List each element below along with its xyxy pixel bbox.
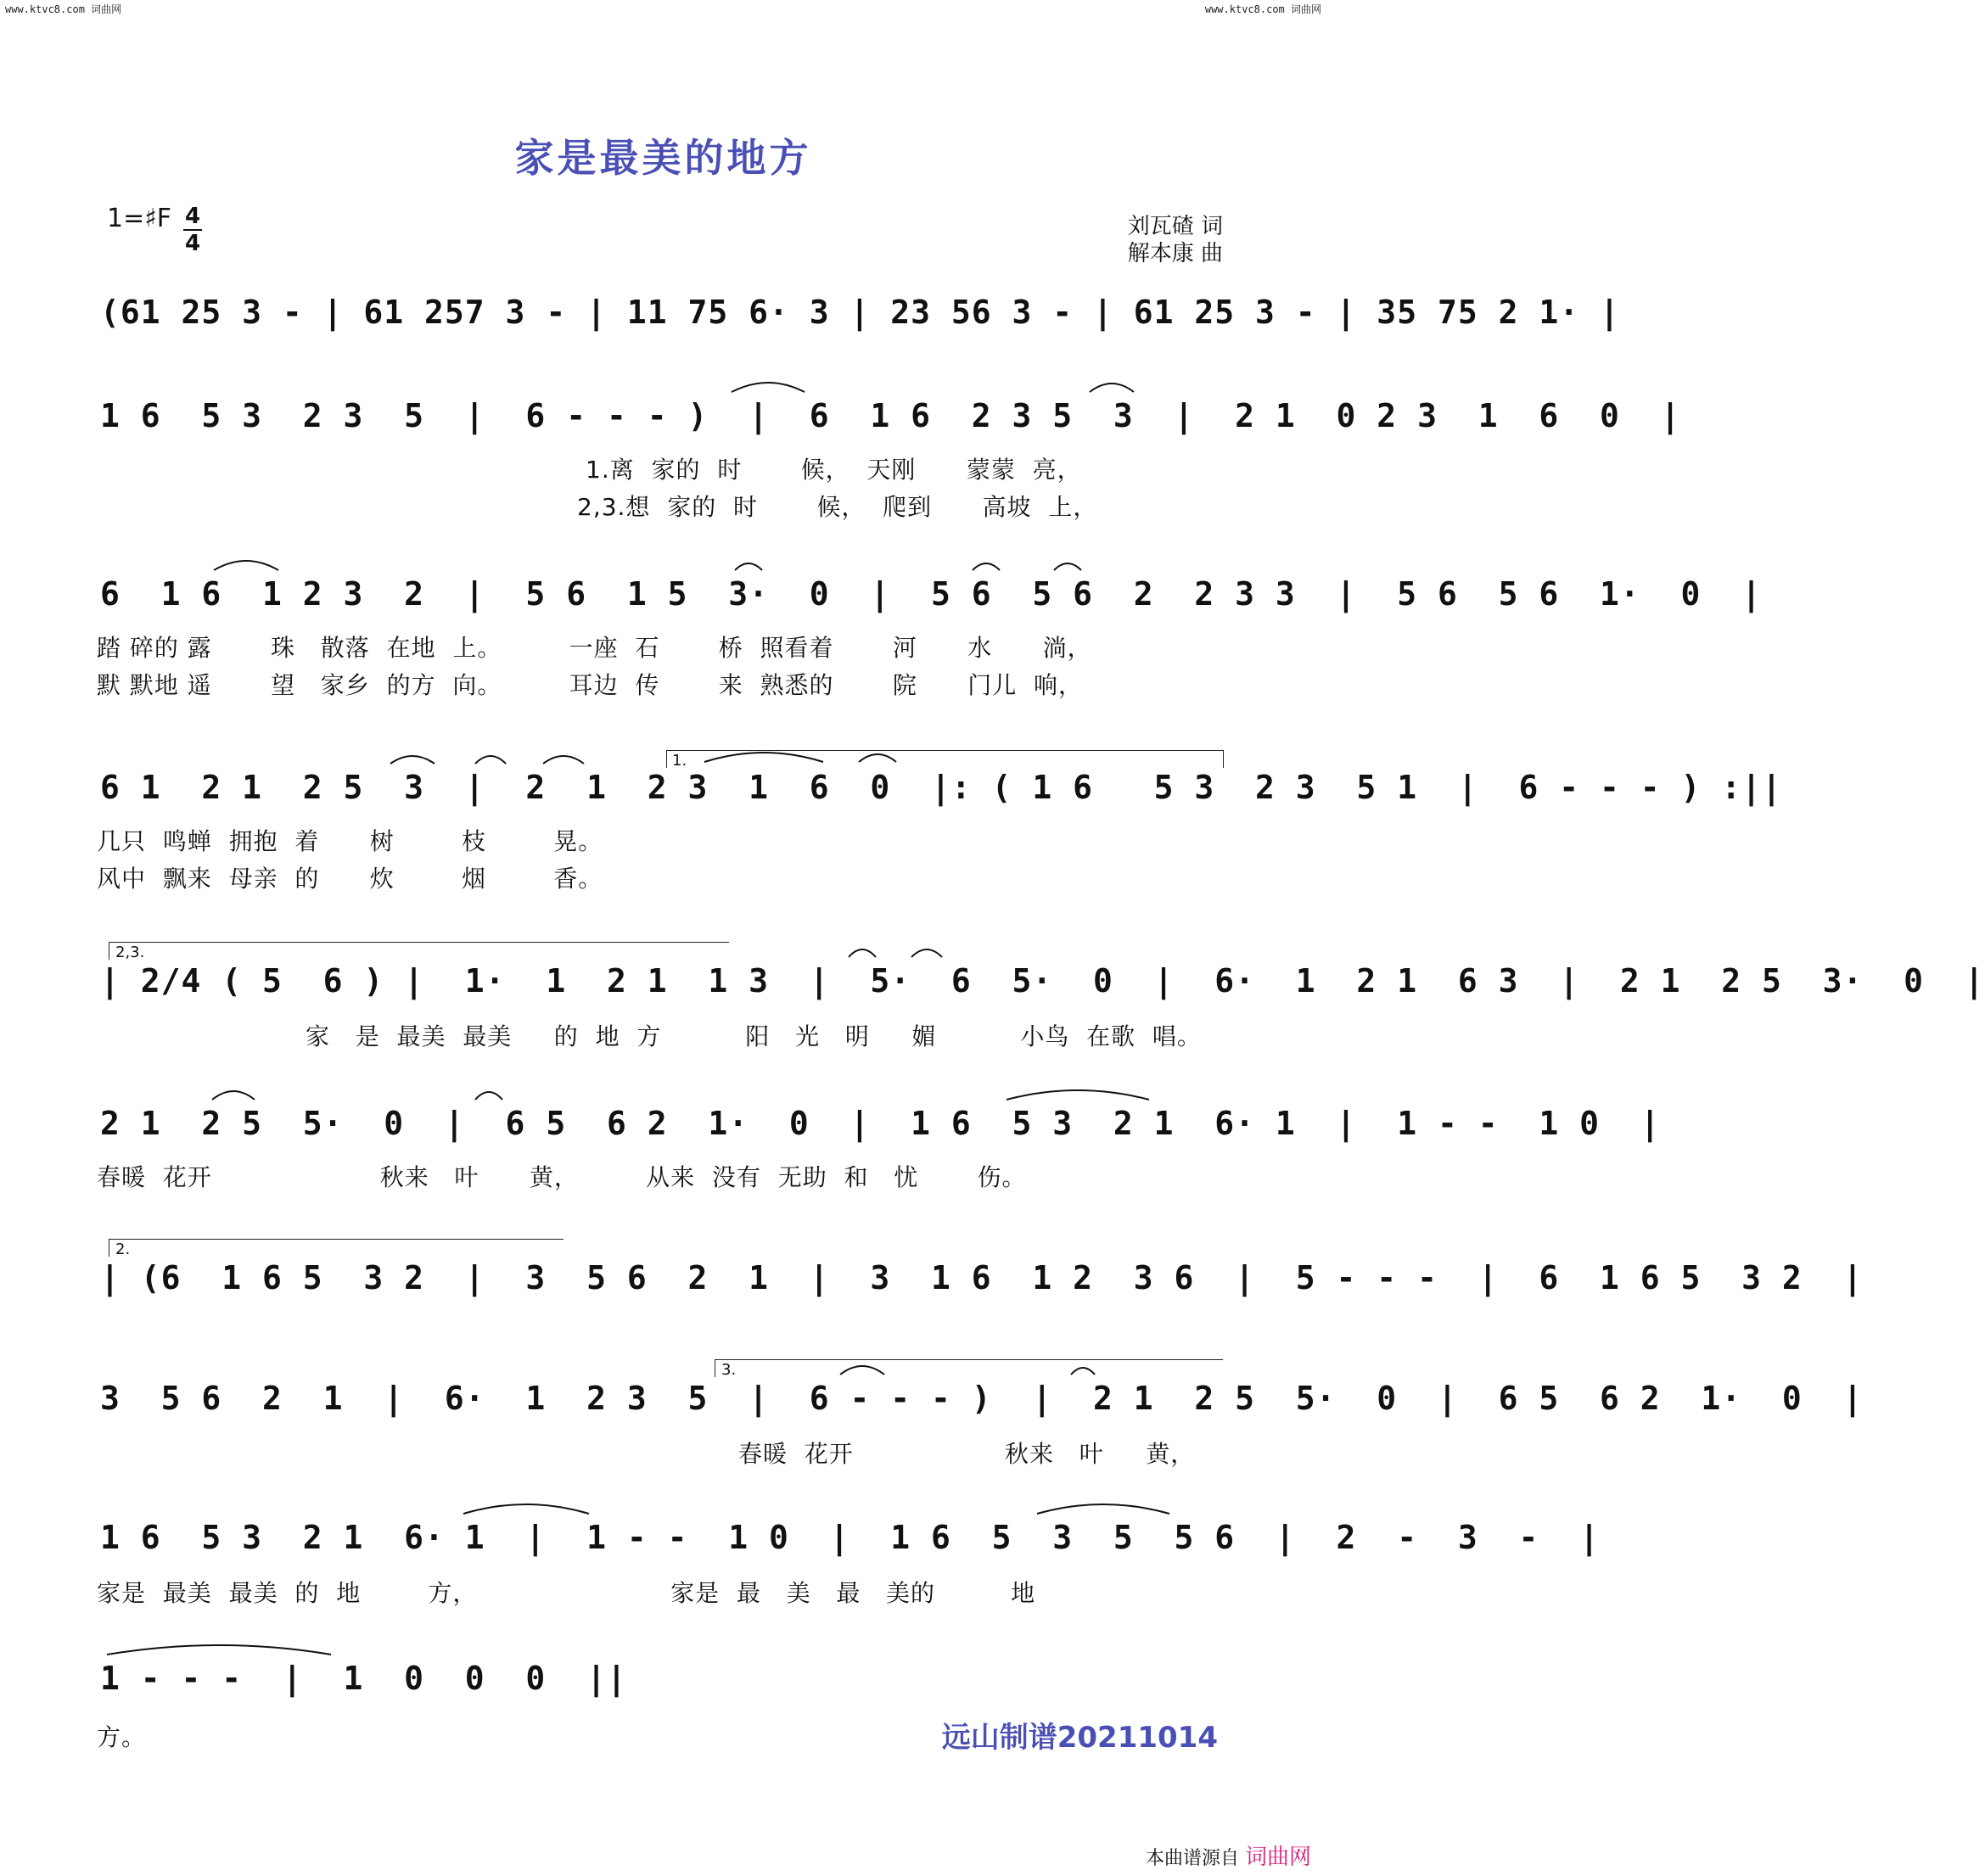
- slur-arc: [475, 1092, 502, 1100]
- time-bottom: 4: [184, 231, 201, 256]
- slur-arc: [859, 754, 896, 762]
- score-line-1: (61 25 3 - | 61 257 3 - | 11 75 6· 3 | 23 56 3 - | 61 25 3 - | 35 75 2 1· |: [100, 294, 1620, 331]
- slur-arc: [1090, 384, 1134, 392]
- volta-2-label: 2.: [115, 1240, 131, 1258]
- volta-3-label: 3.: [721, 1361, 737, 1379]
- slur-arc: [1037, 1504, 1169, 1514]
- lyric-line-6: 风中 飘来 母亲 的 炊 烟 香。: [97, 865, 603, 893]
- lyric-line-10: 家是 最美 最美 的 地 方， 家是 最 美 最 美的 地: [97, 1579, 1036, 1607]
- footer-site: 词曲网: [1244, 1845, 1311, 1870]
- slur-arc: [214, 561, 278, 570]
- lyric-line-1: 1.离 家的 时 候， 天刚 蒙蒙 亮，: [586, 456, 1082, 484]
- slur-arc: [911, 949, 942, 957]
- lyric-line-9: 春暖 花开 秋来 叶 黄，: [738, 1440, 1196, 1468]
- slur-arc: [390, 756, 435, 764]
- slur-arc: [475, 756, 506, 764]
- lyricist-credit: 刘瓦碴 词: [1127, 214, 1223, 239]
- slur-arc: [1007, 1090, 1149, 1100]
- lyric-line-5: 几只 鸣蝉 拥抱 着 树 枝 晃。: [97, 827, 603, 855]
- source-footer: [1146, 1840, 1311, 1871]
- score-line-7: | (6 1 6 5 3 2 | 3 5 6 2 1 | 3 1 6 1 2 3 6 | 5 - - - | 6 1 6 5 3 2 |: [100, 1259, 1864, 1296]
- lyric-line-4: 默 默地 遥 望 家乡 的方 向。 耳边 传 来 熟悉的 院 门儿 响，: [97, 671, 1084, 699]
- score-line-10: 1 - - - | 1 0 0 0 ||: [100, 1660, 627, 1697]
- slur-arc: [735, 563, 762, 570]
- footer-prefix: 本曲谱源自: [1145, 1848, 1239, 1869]
- maker-credit: 远山制谱20211014: [941, 1721, 1218, 1755]
- time-top: 4: [184, 204, 201, 229]
- lyric-line-2: 2,3.想 家的 时 候， 爬到 高坡 上，: [577, 493, 1098, 521]
- slur-arc: [463, 1504, 589, 1514]
- score-line-8: 3 5 6 2 1 | 6· 1 2 3 5 | 6 - - - ) | 2 1 2 5 5· 0 | 6 5 6 2 1· 0 |: [100, 1380, 1864, 1417]
- slur-arc: [732, 383, 805, 392]
- key-signature: 1=♯F: [107, 204, 171, 233]
- watermark-left: www.ktvc8.com 词曲网: [5, 3, 122, 15]
- slur-arc: [1054, 563, 1081, 570]
- score-line-2: 1 6 5 3 2 3 5 | 6 - - - ) | 6 1 6 2 3 5 3 | 2 1 0 2 3 1 6 0 |: [100, 397, 1681, 434]
- score-line-5: | 2/4 ( 5 6 ) | 1· 1 2 1 1 3 | 5· 6 5· 0 | 6· 1 2 1 6 3 | 2 1 2 5 3· 0 |: [100, 962, 1985, 1000]
- slur-arc: [849, 949, 876, 957]
- score-line-6: 2 1 2 5 5· 0 | 6 5 6 2 1· 0 | 1 6 5 3 2 1 6· 1 | 1 - - 1 0 |: [100, 1105, 1661, 1142]
- composer-credit: 解本康 曲: [1127, 241, 1223, 266]
- lyric-line-8: 春暖 花开 秋来 叶 黄， 从来 没有 无助 和 忧 伤。: [97, 1163, 1027, 1191]
- slur-arc: [973, 563, 1000, 570]
- score-line-3: 6 1 6 1 2 3 2 | 5 6 1 5 3· 0 | 5 6 5 6 2 2 3 3 | 5 6 5 6 1· 0 |: [100, 575, 1762, 613]
- slur-arc: [212, 1091, 255, 1100]
- lyric-line-3: 踏 碎的 露 珠 散落 在地 上。 一座 石 桥 照看着 河 水 淌，: [97, 634, 1092, 662]
- slur-arc: [1071, 1368, 1095, 1375]
- volta-1-label: 1.: [672, 752, 687, 770]
- watermark-right: www.ktvc8.com 词曲网: [1204, 3, 1321, 15]
- lyric-line-11: 方。: [97, 1723, 147, 1751]
- page-title: 家是最美的地方: [514, 135, 812, 181]
- slur-arc: [107, 1645, 331, 1655]
- slur-arc: [704, 753, 823, 762]
- score-line-9: 1 6 5 3 2 1 6· 1 | 1 - - 1 0 | 1 6 5 3 5 5 6 | 2 - 3 - |: [100, 1519, 1600, 1556]
- lyric-line-7: 家 是 最美 最美 的 地 方 阳 光 明 媚 小鸟 在歌 唱。: [306, 1022, 1202, 1050]
- slur-arc: [543, 756, 584, 764]
- score-line-4: 6 1 2 1 2 5 3 | 2 1 2 3 1 6 0 |: ( 1 6 5 3 2 3 5 1 | 6 - - - ) :||: [100, 769, 1782, 806]
- volta-23-label: 2,3.: [115, 944, 145, 961]
- slur-arc: [840, 1366, 884, 1375]
